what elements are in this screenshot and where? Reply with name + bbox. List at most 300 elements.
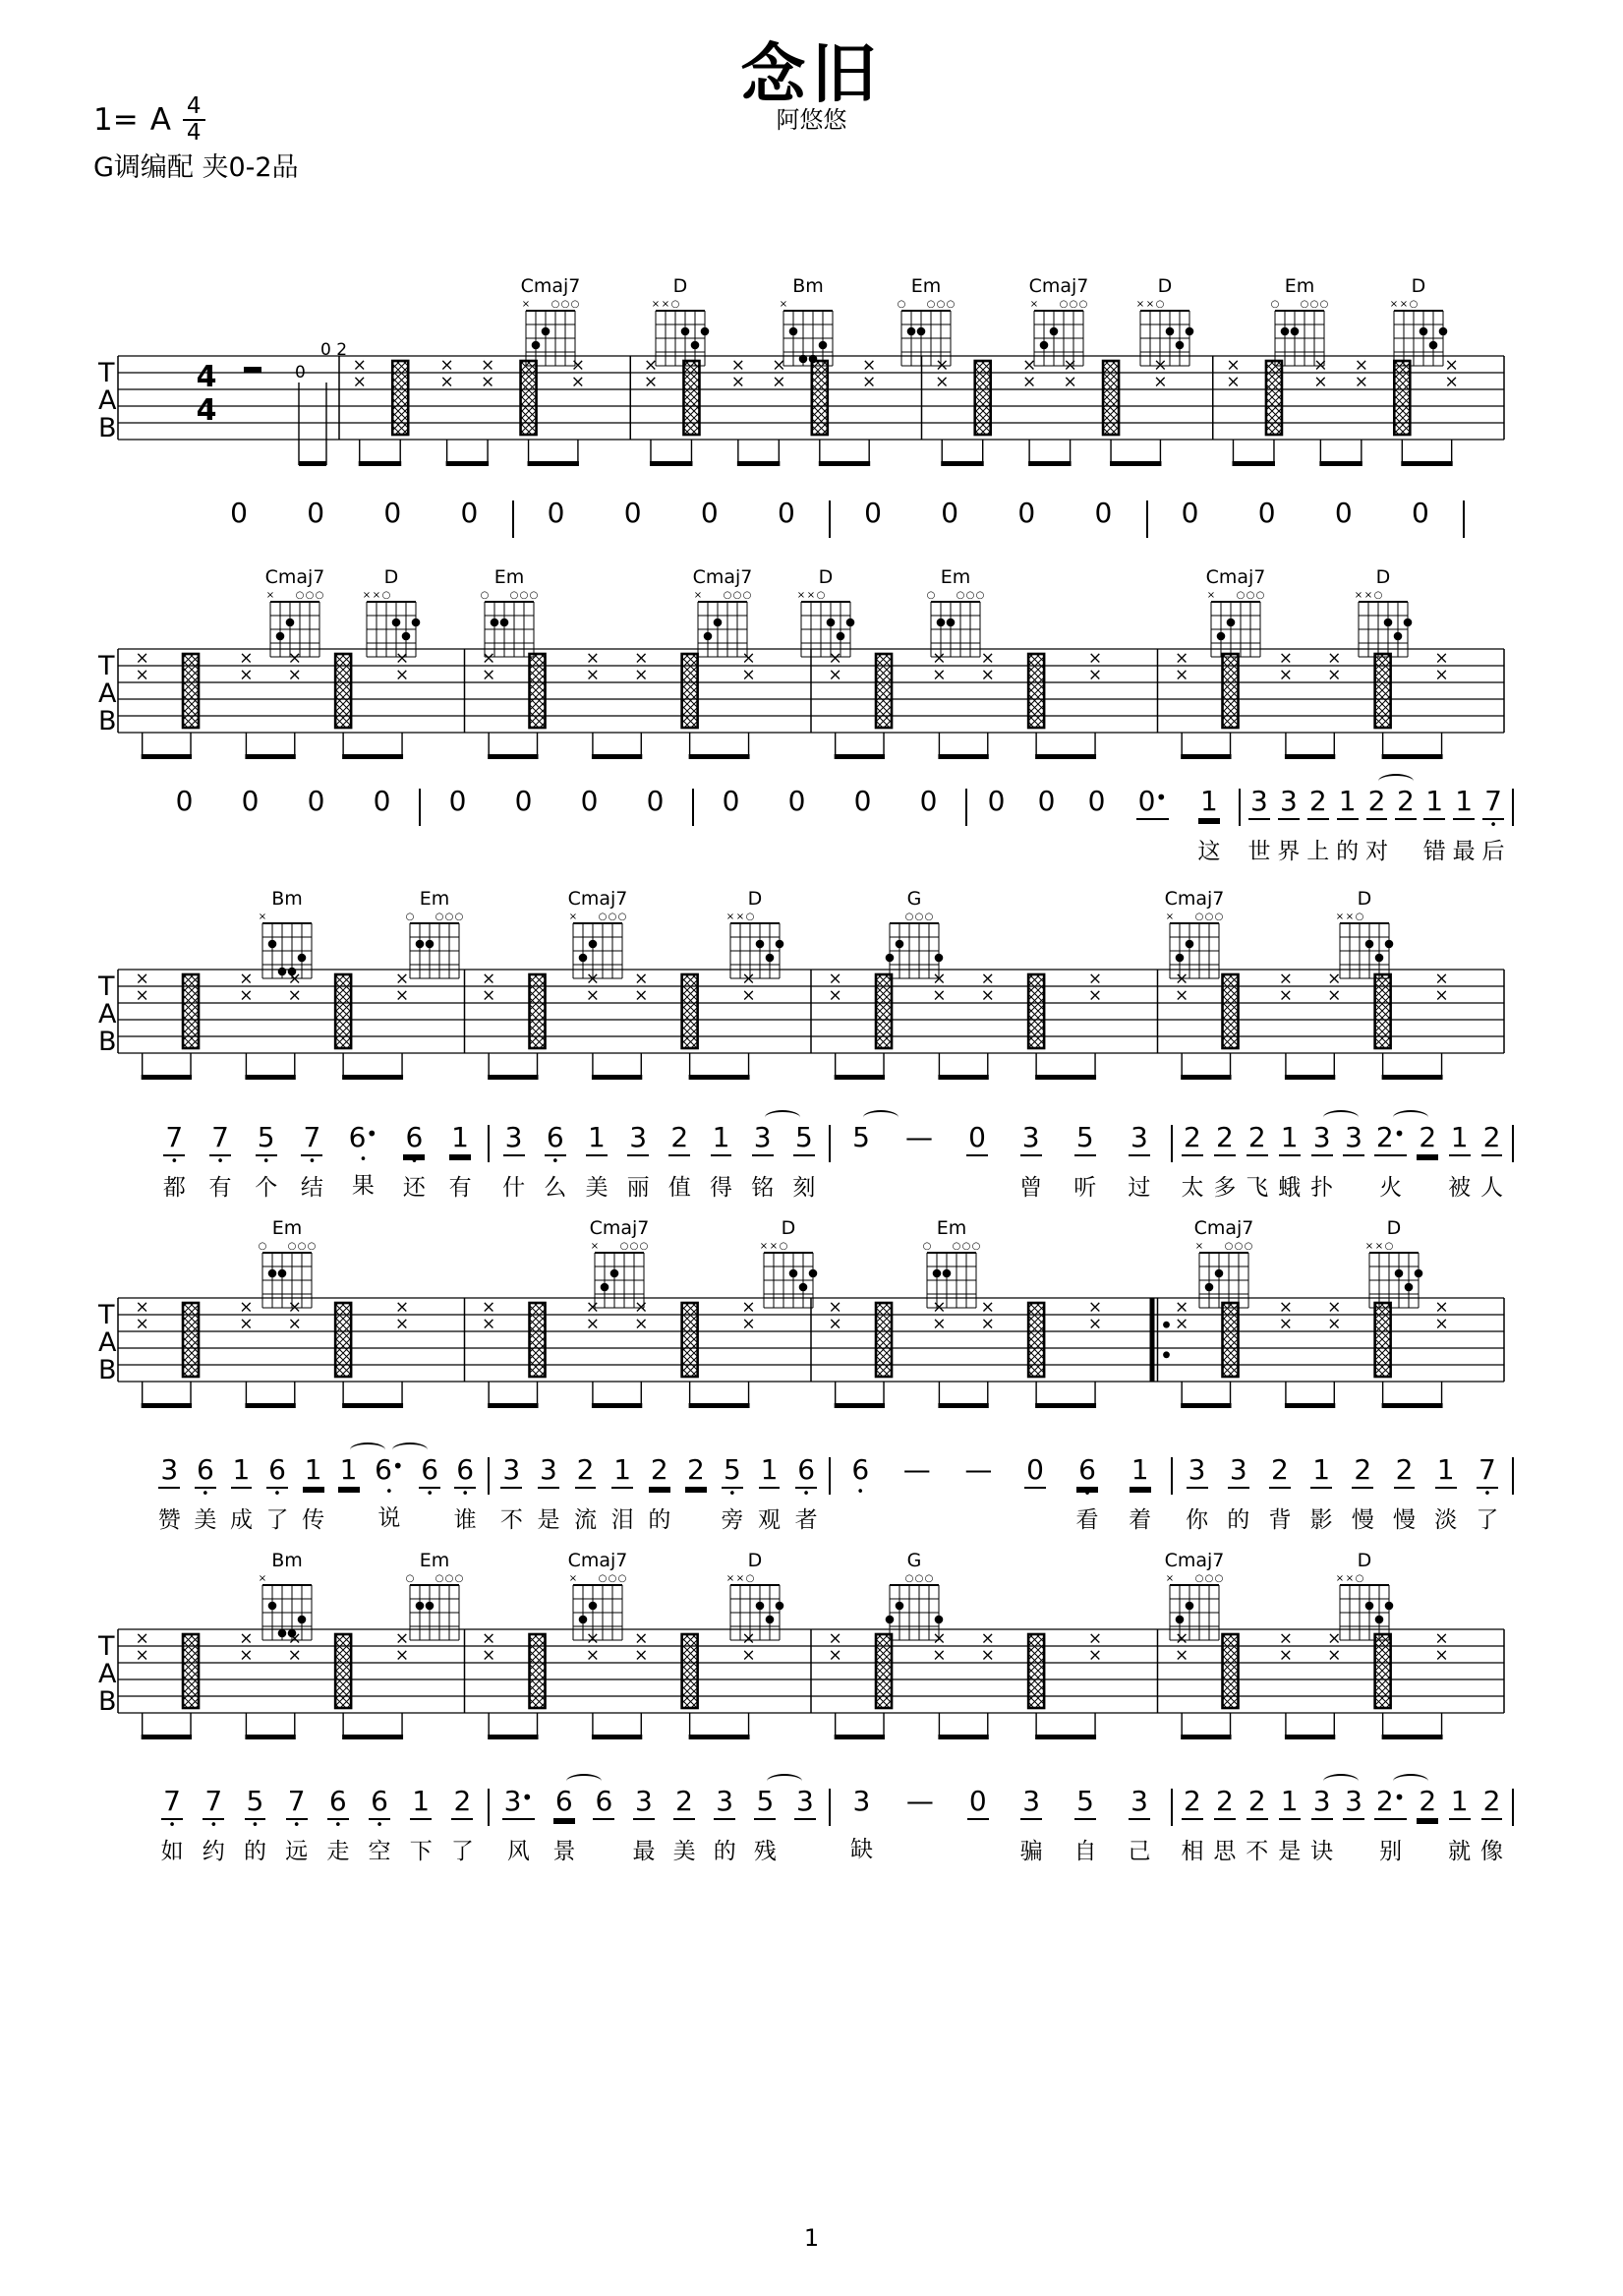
jianpu-note: 2 人 <box>1480 1121 1504 1201</box>
jianpu-note: — <box>964 1453 993 1486</box>
svg-text:○: ○ <box>926 590 936 601</box>
jianpu-note: 7 • 了 <box>1476 1453 1499 1533</box>
muted-strum-x: × <box>482 1297 496 1318</box>
svg-text:○: ○ <box>598 1573 608 1584</box>
lyric-char: 流 <box>574 1506 598 1533</box>
chord-name: G <box>906 1550 922 1571</box>
jianpu-note: 0 <box>448 785 467 817</box>
muted-strum-x: × <box>482 1314 496 1334</box>
strum-block <box>183 654 199 728</box>
beam <box>689 1735 750 1739</box>
chord-name: D <box>383 566 399 588</box>
jianpu-note: 5 • 旁 <box>721 1453 744 1533</box>
svg-text:○: ○ <box>1409 299 1419 310</box>
jianpu-note: 7 • 有 <box>208 1121 232 1201</box>
staff-time-bottom: 4 <box>196 393 217 428</box>
muted-strum-x: × <box>1278 1628 1294 1649</box>
jianpu-note: 2 多 <box>1213 1121 1237 1201</box>
tab-clef-letter: T <box>98 1631 115 1662</box>
svg-text:○: ○ <box>444 912 454 922</box>
muted-strum-x: × <box>1327 985 1342 1006</box>
octave-dot: • <box>426 1486 435 1501</box>
strum-block <box>682 1303 698 1377</box>
jianpu-measure <box>1173 1453 1513 1535</box>
svg-text:×: × <box>1345 1573 1355 1584</box>
lyric-char: 背 <box>1268 1506 1292 1533</box>
svg-text:○: ○ <box>926 299 936 310</box>
jianpu-note: 5 听 <box>1073 1121 1097 1201</box>
svg-text:×: × <box>1354 590 1363 601</box>
svg-text:○: ○ <box>1309 299 1319 310</box>
jianpu-note: 2 <box>1417 1785 1438 1866</box>
jianpu-note: 2• 别 <box>1374 1785 1408 1866</box>
muted-strum-x: × <box>828 648 842 669</box>
svg-text:×: × <box>1029 299 1039 310</box>
muted-strum-x: × <box>1327 648 1342 669</box>
lyric-char: 铭 <box>751 1174 775 1201</box>
strum-block <box>530 1634 546 1708</box>
jianpu-note: 0 <box>1024 1453 1046 1535</box>
svg-text:×: × <box>779 299 788 310</box>
beam <box>1035 1075 1096 1080</box>
svg-text:○: ○ <box>617 1573 627 1584</box>
lyric-char: 了 <box>265 1506 289 1533</box>
beam <box>1035 1403 1096 1408</box>
svg-text:○: ○ <box>560 299 570 310</box>
staff-time-top: 4 <box>196 360 217 394</box>
muted-strum-x: × <box>1063 355 1077 376</box>
muted-strum-x: × <box>741 1645 756 1666</box>
beam <box>592 1735 642 1739</box>
lyric-char: 你 <box>1186 1506 1209 1533</box>
svg-text:○: ○ <box>670 299 680 310</box>
strum-block <box>1223 974 1239 1048</box>
svg-text:×: × <box>1335 912 1345 922</box>
jianpu-note: 0 <box>919 785 938 817</box>
muted-strum-x: × <box>482 665 496 685</box>
muted-strum-x: × <box>980 648 995 669</box>
lyric-char: 说 <box>377 1504 401 1531</box>
svg-text:○: ○ <box>1355 912 1364 922</box>
muted-strum-x: × <box>135 1297 149 1318</box>
jianpu-measure <box>197 497 512 576</box>
jianpu-note: 3 过 <box>1128 1121 1151 1201</box>
muted-strum-x: × <box>585 985 601 1006</box>
octave-dot: • <box>728 1486 736 1501</box>
chord-name: Em <box>1284 275 1315 297</box>
svg-text:×: × <box>1363 590 1373 601</box>
muted-strum-x: × <box>239 969 254 989</box>
svg-text:○: ○ <box>1059 299 1069 310</box>
muted-strum-x: × <box>1434 985 1449 1006</box>
tab-clef-letter: B <box>98 1686 117 1717</box>
strum-block <box>876 1634 892 1708</box>
svg-text:○: ○ <box>307 1241 317 1252</box>
muted-strum-x: × <box>287 665 302 685</box>
jianpu-note: 6 • 空 <box>368 1785 391 1864</box>
jianpu-note: 5 残 <box>754 1785 777 1866</box>
muted-strum-x: × <box>135 1645 149 1666</box>
beam <box>835 1735 885 1739</box>
muted-strum-x: × <box>1087 969 1103 989</box>
lyric-char: 如 <box>160 1838 184 1864</box>
svg-text:○: ○ <box>608 912 617 922</box>
svg-text:○: ○ <box>952 1241 961 1252</box>
svg-text:×: × <box>1145 299 1155 310</box>
jianpu-note: 1 下 <box>409 1785 433 1864</box>
beam <box>488 1735 538 1739</box>
lyric-char: 么 <box>544 1174 567 1201</box>
lyric-char: 的 <box>243 1838 266 1864</box>
muted-strum-x: × <box>643 372 659 392</box>
lyric-char: 蛾 <box>1278 1174 1302 1201</box>
octave-dot: • <box>1083 1486 1091 1501</box>
lyric-char: 有 <box>208 1174 232 1201</box>
muted-strum-x: × <box>394 1628 410 1649</box>
lyric-char: 骗 <box>1019 1838 1043 1864</box>
svg-text:○: ○ <box>519 590 529 601</box>
muted-strum-x: × <box>585 1297 601 1318</box>
svg-text:○: ○ <box>629 1241 639 1252</box>
jianpu-measure <box>490 1785 830 1866</box>
svg-text:×: × <box>590 1241 600 1252</box>
jianpu-note: 0 <box>241 785 260 817</box>
chord-name: D <box>1357 1550 1372 1571</box>
chord-name: Em <box>940 566 971 588</box>
jianpu-measure <box>514 497 830 576</box>
svg-text:○: ○ <box>904 912 914 922</box>
beam <box>245 1403 295 1408</box>
muted-strum-x: × <box>1175 1645 1189 1666</box>
key-prefix: 1= <box>93 101 139 138</box>
muted-strum-x: × <box>643 355 659 376</box>
beam <box>488 754 538 759</box>
svg-text:×: × <box>725 1573 735 1584</box>
lyric-char: 下 <box>409 1838 433 1864</box>
muted-strum-x: × <box>741 985 756 1006</box>
lyric-char: 自 <box>1073 1838 1097 1864</box>
lyric-char: 着 <box>1129 1506 1152 1533</box>
lyric-char: 旁 <box>721 1506 744 1533</box>
chord-name: Bm <box>271 1550 303 1571</box>
lyric-char: 缺 <box>849 1836 873 1862</box>
chord-name: Cmaj7 <box>1164 888 1225 910</box>
beam <box>142 1403 192 1408</box>
jianpu-note: 0 <box>1257 497 1276 529</box>
strum-block <box>876 1303 892 1377</box>
time-top: 4 <box>183 94 205 121</box>
svg-text:○: ○ <box>956 590 965 601</box>
jianpu-line <box>147 1121 1514 1203</box>
muted-strum-x: × <box>932 1628 947 1649</box>
muted-strum-x: × <box>394 1645 410 1666</box>
jianpu-note: 6 • 看 <box>1075 1453 1099 1533</box>
octave-dot: • <box>802 1486 810 1501</box>
jianpu-note: 2 太 <box>1181 1121 1204 1201</box>
muted-strum-x: × <box>828 1297 842 1318</box>
muted-strum-x: × <box>1444 372 1459 392</box>
beam <box>1319 461 1362 466</box>
svg-text:○: ○ <box>1214 1573 1224 1584</box>
muted-strum-x: × <box>1175 1628 1189 1649</box>
chord-name: Cmaj7 <box>692 566 753 588</box>
lyric-char: 对 <box>1365 838 1389 864</box>
svg-text:×: × <box>651 299 661 310</box>
svg-text:×: × <box>769 1241 779 1252</box>
chord-name: Em <box>419 1550 450 1571</box>
svg-text:○: ○ <box>745 1573 755 1584</box>
jianpu-note: 1 这 <box>1197 785 1221 864</box>
jianpu-note: 3 的 <box>1227 1453 1250 1533</box>
muted-strum-x: × <box>634 665 649 685</box>
muted-strum-x: × <box>1175 665 1189 685</box>
muted-strum-x: × <box>741 1314 756 1334</box>
svg-text:×: × <box>265 590 275 601</box>
jianpu-note: 0 <box>941 497 959 529</box>
svg-text:○: ○ <box>946 299 956 310</box>
octave-dot: • <box>376 1817 383 1833</box>
jianpu-note: 7 • 结 <box>300 1121 323 1201</box>
svg-text:×: × <box>568 1573 578 1584</box>
jianpu-measure <box>490 1121 830 1203</box>
beam <box>245 1735 295 1739</box>
muted-strum-x: × <box>1087 648 1103 669</box>
jianpu-note: 2 流 <box>574 1453 598 1533</box>
muted-strum-x: × <box>482 969 496 989</box>
jianpu-note: 0 <box>722 785 740 817</box>
muted-strum-x: × <box>741 1297 756 1318</box>
tab-clef-letter: T <box>98 651 115 681</box>
jianpu-note: 7 • 后 <box>1481 785 1505 864</box>
jianpu-note: 0 <box>1037 785 1056 817</box>
jianpu-note: 0 <box>460 497 479 529</box>
jianpu-note: 0 <box>646 785 665 817</box>
jianpu-note: 3 什 <box>502 1121 526 1201</box>
jianpu-note: 2 值 <box>667 1121 691 1201</box>
jianpu-note: 3 己 <box>1128 1785 1151 1864</box>
artist-name: 阿悠悠 <box>776 106 847 134</box>
muted-strum-x: × <box>239 1314 254 1334</box>
beam <box>142 1075 192 1080</box>
jianpu-note: 0 <box>966 1121 988 1203</box>
muted-strum-x: × <box>239 665 254 685</box>
jianpu-note: — <box>902 1453 931 1486</box>
jianpu-measure <box>147 1453 488 1535</box>
chord-name: Em <box>419 888 450 910</box>
muted-strum-x: × <box>932 648 947 669</box>
jianpu-note: 2 美 <box>672 1785 696 1864</box>
jianpu-note: 3• 风 <box>503 1785 534 1864</box>
octave-dot: • <box>334 1817 342 1833</box>
muted-strum-x: × <box>634 969 649 989</box>
lyric-char: 结 <box>300 1174 323 1201</box>
svg-text:○: ○ <box>914 1573 924 1584</box>
muted-strum-x: × <box>239 1645 254 1666</box>
lyric-char: 值 <box>667 1174 691 1201</box>
svg-text:×: × <box>693 590 703 601</box>
svg-text:○: ○ <box>1155 299 1165 310</box>
strum-block <box>682 974 698 1048</box>
muted-strum-x: × <box>980 1297 995 1318</box>
muted-strum-x: × <box>828 1628 842 1649</box>
jianpu-note: 0 <box>778 497 795 529</box>
beam <box>245 754 295 759</box>
octave-dot: • <box>385 1484 393 1500</box>
chord-name: Em <box>493 566 525 588</box>
beam <box>342 1735 403 1739</box>
jianpu-note: 3 赞 <box>157 1453 181 1533</box>
strum-block <box>1028 974 1044 1048</box>
svg-text:○: ○ <box>1194 1573 1204 1584</box>
jianpu-note: 3 的 <box>713 1785 736 1864</box>
jianpu-note: 0 <box>547 497 565 529</box>
jianpu-measure <box>1148 497 1464 576</box>
svg-text:○: ○ <box>723 590 732 601</box>
svg-text:○: ○ <box>1214 912 1224 922</box>
svg-text:○: ○ <box>598 912 608 922</box>
muted-strum-x: × <box>741 1628 756 1649</box>
muted-strum-x: × <box>828 665 842 685</box>
beam <box>1382 754 1443 759</box>
jianpu-note: — <box>905 1121 934 1153</box>
octave-dot: • <box>273 1486 281 1501</box>
muted-strum-x: × <box>1175 1314 1189 1334</box>
half-rest <box>244 367 261 373</box>
strum-block <box>975 361 991 435</box>
jianpu-note: 0 <box>1412 497 1429 529</box>
muted-strum-x: × <box>1175 648 1189 669</box>
lyric-char: 美 <box>672 1838 696 1864</box>
muted-strum-x: × <box>135 1628 149 1649</box>
jianpu-note: 2 <box>685 1453 707 1535</box>
jianpu-note: 0 <box>700 497 719 529</box>
chord-name: D <box>1386 1217 1402 1239</box>
jianpu-note: 0 <box>864 497 882 529</box>
svg-text:○: ○ <box>904 1573 914 1584</box>
lyric-char: 后 <box>1481 838 1505 864</box>
jianpu-note: 3 <box>1343 1785 1364 1866</box>
octave-dot: • <box>261 1153 270 1169</box>
jianpu-note: 0 <box>373 785 391 817</box>
strum-block <box>876 974 892 1048</box>
jianpu-note: 2 上 <box>1306 785 1330 864</box>
lyric-char: 有 <box>448 1174 472 1201</box>
jianpu-measure <box>1173 1121 1513 1203</box>
octave-dot: • <box>1489 817 1497 833</box>
octave-dot: • <box>216 1153 224 1169</box>
svg-text:○: ○ <box>975 590 985 601</box>
svg-text:○: ○ <box>965 590 975 601</box>
key-signature <box>93 94 205 145</box>
jianpu-note: 3 是 <box>537 1453 560 1533</box>
jianpu-note: 6 • 者 <box>794 1453 818 1533</box>
beam <box>1285 1403 1335 1408</box>
svg-text:○: ○ <box>1204 1573 1214 1584</box>
chord-name: Bm <box>792 275 824 297</box>
muted-strum-x: × <box>980 1628 995 1649</box>
lyric-char: 相 <box>1181 1838 1204 1864</box>
muted-strum-x: × <box>980 985 995 1006</box>
jianpu-note: 6 • 谁 <box>453 1453 477 1533</box>
strum-block <box>876 654 892 728</box>
svg-text:○: ○ <box>297 1241 307 1252</box>
jianpu-measure <box>147 1785 488 1866</box>
jianpu-note: 0 <box>787 785 806 817</box>
jianpu-note: 6 • 美 <box>194 1453 217 1533</box>
jianpu-note: 5 • 的 <box>243 1785 266 1864</box>
muted-strum-x: × <box>1313 372 1328 392</box>
strum-block <box>530 974 546 1048</box>
jianpu-note: 2 飞 <box>1246 1121 1269 1201</box>
strum-block <box>335 654 351 728</box>
lyric-char: 上 <box>1306 838 1330 864</box>
svg-text:○: ○ <box>258 1241 267 1252</box>
lyric-char: 成 <box>229 1506 253 1533</box>
beam <box>1232 461 1274 466</box>
lyric-char: 被 <box>1448 1174 1472 1201</box>
tab-clef-letter: T <box>98 358 115 388</box>
jianpu-note: 2 不 <box>1246 1785 1269 1864</box>
strum-block <box>812 361 828 435</box>
lyric-char: 的 <box>713 1838 736 1864</box>
lyric-char: 错 <box>1422 838 1446 864</box>
svg-text:×: × <box>1165 912 1175 922</box>
muted-strum-x: × <box>932 665 947 685</box>
tab-clef-letter: T <box>98 1300 115 1330</box>
lyric-char: 就 <box>1448 1838 1472 1864</box>
chord-name: D <box>1411 275 1426 297</box>
muted-strum-x: × <box>1354 355 1368 376</box>
jianpu-measure <box>490 1453 830 1535</box>
lyric-char: 赞 <box>157 1506 181 1533</box>
jianpu-line <box>147 785 1514 866</box>
strum-block <box>335 974 351 1048</box>
jianpu-note: 6 • 了 <box>265 1453 289 1533</box>
octave-dot: • <box>461 1486 470 1501</box>
muted-strum-x: × <box>1063 372 1077 392</box>
jianpu-note: 6 景 <box>552 1785 575 1866</box>
muted-strum-x: × <box>634 1314 649 1334</box>
muted-strum-x: × <box>1021 372 1037 392</box>
chord-name: Cmaj7 <box>1205 566 1266 588</box>
muted-strum-x: × <box>1278 969 1294 989</box>
octave-dot: • <box>251 1817 260 1833</box>
muted-strum-x: × <box>394 1297 410 1318</box>
jianpu-barline <box>1512 1125 1514 1162</box>
strum-block <box>1375 1303 1391 1377</box>
svg-text:×: × <box>1399 299 1409 310</box>
muted-strum-x: × <box>394 969 410 989</box>
muted-strum-x: × <box>287 969 302 989</box>
octave-dot: • <box>359 1151 368 1167</box>
strum-block <box>682 1634 698 1708</box>
strum-block <box>530 1303 546 1377</box>
beam <box>835 754 885 759</box>
jianpu-note: 1 传 <box>302 1453 325 1533</box>
beam <box>1382 1735 1443 1739</box>
beam <box>689 1075 750 1080</box>
jianpu-note: 1 着 <box>1129 1453 1152 1533</box>
jianpu-note: 5 自 <box>1073 1785 1097 1864</box>
muted-strum-x: × <box>932 969 947 989</box>
lyric-char: 扑 <box>1310 1174 1334 1201</box>
muted-strum-x: × <box>772 355 786 376</box>
muted-strum-x: × <box>570 355 586 376</box>
beam <box>1110 461 1161 466</box>
beam <box>938 1735 988 1739</box>
svg-text:○: ○ <box>732 590 742 601</box>
time-signature <box>183 94 205 145</box>
